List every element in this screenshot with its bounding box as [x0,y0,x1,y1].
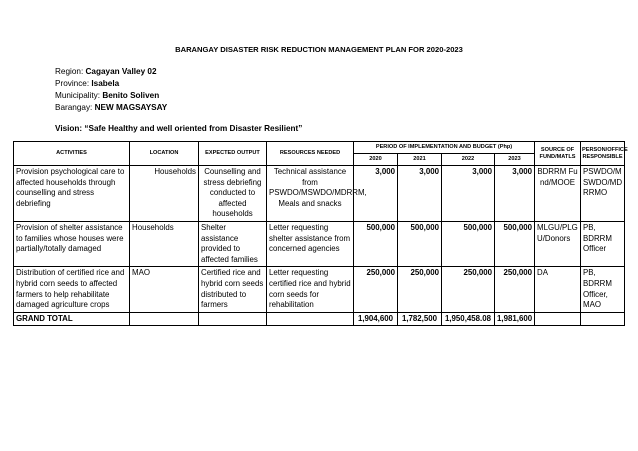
table-row [14,267,625,312]
activity-cell: Distribution of certified rice and hybrid corn seeds to affected farmers to help rehabilitate damaged agriculture crops [14,267,130,312]
location-cell: Households [130,221,199,266]
barangay-line [55,102,167,114]
activity-cell: Provision psychological care to affected households through counselling and stress debriefing [14,166,130,222]
barangay-label: Barangay: [55,103,95,112]
budget-2020-cell: 3,000 [354,166,398,222]
empty-cell [130,312,199,326]
region-line [55,66,157,78]
municipality-line [55,90,159,102]
header-period: PERIOD OF IMPLEMENTATION AND BUDGET (Php) [354,142,535,154]
person-cell: PB, BDRRM Officer, MAO [581,267,625,312]
budget-2021-cell: 500,000 [398,221,442,266]
budget-2023-cell: 3,000 [495,166,535,222]
region-label: Region: [55,67,86,76]
header-activities: ACTIVITIES [14,142,130,166]
output-cell: Counselling and stress debriefing conducted to affected households [199,166,267,222]
grand-total-row [14,312,625,326]
header-year-2023: 2023 [495,154,535,166]
empty-cell [267,312,354,326]
empty-cell [581,312,625,326]
budget-2021-cell: 250,000 [398,267,442,312]
barangay-value: NEW MAGSAYSAY [94,103,168,112]
table-row [14,166,625,222]
header-year-2022: 2022 [442,154,495,166]
budget-2023-cell: 500,000 [495,221,535,266]
budget-2022-cell: 500,000 [442,221,495,266]
vision-statement: Vision: “Safe Healthy and well oriented from Disaster Resilient” [55,124,303,133]
resources-cell: Letter requesting shelter assistance from concerned agencies [267,221,354,266]
total-2022-cell: 1,950,458.08 [442,312,495,326]
province-label: Province: [55,79,92,88]
total-2023-cell: 1,981,600 [495,312,535,326]
resources-cell: Letter requesting certified rice and hybrid corn seeds for rehabilitation [267,267,354,312]
region-value: Cagayan Valley 02 [85,67,157,76]
header-location: LOCATION [130,142,199,166]
source-cell: MLGU/PLGU/Donors [535,221,581,266]
source-cell: DA [535,267,581,312]
total-2020-cell: 1,904,600 [354,312,398,326]
header-expected-output: EXPECTED OUTPUT [199,142,267,166]
province-line [55,78,119,90]
budget-2022-cell: 250,000 [442,267,495,312]
header-source: SOURCE OF FUND/MATLS [535,142,581,166]
output-cell: Certified rice and hybrid corn seeds distributed to farmers [199,267,267,312]
header-year-2021: 2021 [398,154,442,166]
location-cell: MAO [130,267,199,312]
budget-2020-cell: 500,000 [354,221,398,266]
total-2021-cell: 1,782,500 [398,312,442,326]
empty-cell [535,312,581,326]
document-title: BARANGAY DISASTER RISK REDUCTION MANAGEMENT PLAN FOR 2020-2023 [175,45,463,54]
output-cell: Shelter assistance provided to affected families [199,221,267,266]
municipality-value: Benito Soliven [102,91,160,100]
budget-2021-cell: 3,000 [398,166,442,222]
resources-cell: Technical assistance from PSWDO/MSWDO/MDRRM, Meals and snacks [267,166,354,222]
municipality-label: Municipality: [55,91,103,100]
plan-table [13,141,628,326]
location-cell: Households [130,166,199,222]
header-year-2020: 2020 [354,154,398,166]
header-row [14,142,625,154]
empty-cell [199,312,267,326]
budget-2020-cell: 250,000 [354,267,398,312]
budget-2023-cell: 250,000 [495,267,535,312]
header-person: PERSON/OFFICE RESPONSIBLE [581,142,625,166]
activity-cell: Provision of shelter assistance to families whose houses were partially/totally damaged [14,221,130,266]
header-resources: RESOURCES NEEDED [267,142,354,166]
grand-total-label: GRAND TOTAL [14,312,130,326]
person-cell: PSWDO/MSWDO/MDRRMO [581,166,625,222]
source-cell: BDRRM Fund/MOOE [535,166,581,222]
person-cell: PB, BDRRM Officer [581,221,625,266]
table-row [14,221,625,266]
province-value: Isabela [91,79,120,88]
budget-2022-cell: 3,000 [442,166,495,222]
